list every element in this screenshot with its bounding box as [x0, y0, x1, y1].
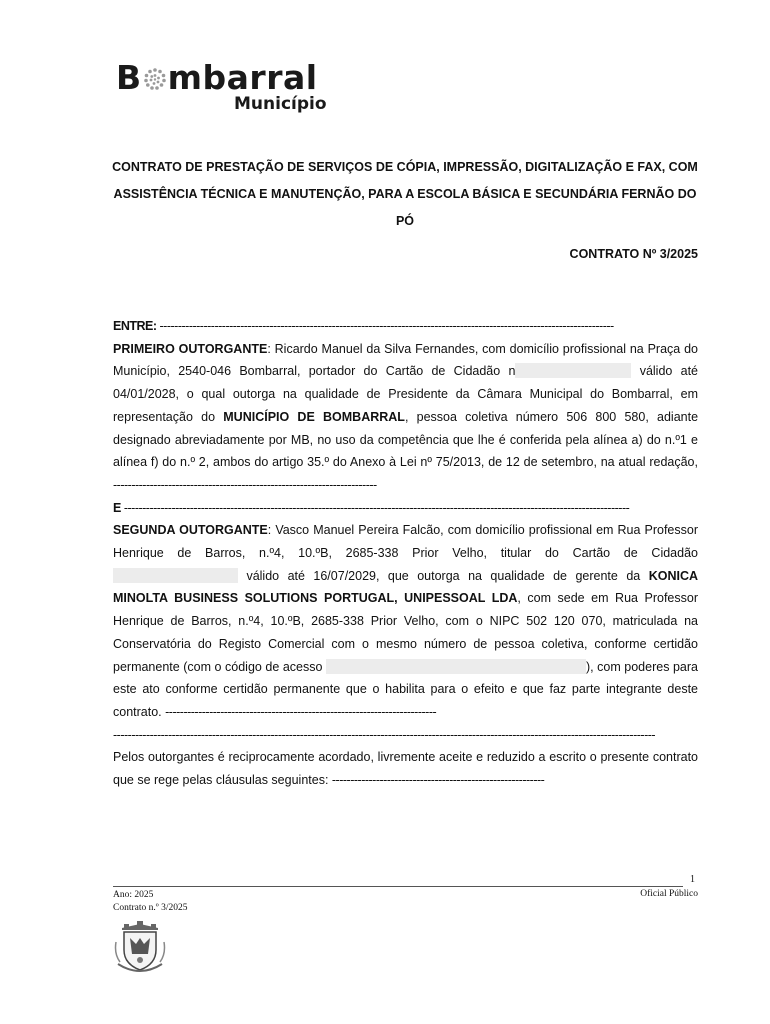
footer-divider: [113, 886, 683, 887]
logo-text-post: mbarral: [167, 58, 318, 97]
segundo-text-3: , com sede em Rua Professor Henrique de Barros, n.º4, 10.ºB, 2685-338 Prior Velho, com o NIPC 502 120 070, matriculada na Conservatória do Registo Comercial com o mesmo número de pessoa coletiva, conforme certidão permanente (com o código de acesso: [113, 591, 698, 674]
primeiro-outorgante-label: PRIMEIRO OUTORGANTE: [113, 341, 268, 356]
segundo-org-name: KONICA MINOLTA BUSINESS SOLUTIONS PORTUGAL, UNIPESSOAL LDA: [113, 568, 698, 606]
segundo-text-2: válido até 16/07/2029, que outorga na qualidade de gerente da: [238, 568, 649, 583]
entre-label: ENTRE:: [113, 319, 157, 333]
primeiro-outorgante-paragraph: [113, 338, 698, 497]
entre-dashes: ----------------------------------------------------------------------------------------------------------------------------: [159, 319, 614, 333]
contract-title: CONTRATO DE PRESTAÇÃO DE SERVIÇOS DE CÓPIA, IMPRESSÃO, DIGITALIZAÇÃO E FAX, COM ASSISTÊNCIA TÉCNICA E MANUTENÇÃO, PARA A ESCOLA BÁSICA E SECUNDÁRIA FERNÃO DO PÓ: [112, 160, 698, 228]
logo-wordmark: [116, 58, 318, 97]
redacted-block: [113, 568, 238, 583]
closing-text: Pelos outorgantes é reciprocamente acordado, livremente aceite e reduzido a escrito o presente contrato que se rege pelas cláusulas seguintes:: [113, 750, 698, 788]
municipio-logo: [116, 58, 336, 122]
redacted-block: [515, 363, 595, 378]
municipal-coat-of-arms-icon: [112, 920, 168, 976]
primeiro-dashes: ------------------------------------------------------------------------: [113, 477, 377, 492]
primeiro-text-1: : Ricardo Manuel da Silva Fernandes, com domicílio profissional na Praça do Município, 2540-046 Bombarral, portador do Cartão de Cidadão n: [113, 341, 698, 379]
segundo-text-4: ), com poderes para este ato conforme certidão permanente que o habilita para o efeito e que faz parte integrante deste contrato.: [113, 659, 698, 719]
footer-ano: Ano: 2025: [113, 890, 154, 900]
segundo-dashes: --------------------------------------------------------------------------: [165, 704, 437, 719]
redacted-block: [595, 363, 631, 378]
logo-o-dotted-icon: [143, 67, 167, 91]
primeiro-org-name: MUNICÍPIO DE BOMBARRAL: [223, 409, 405, 424]
segunda-outorgante-paragraph: [113, 519, 698, 723]
redacted-block: [326, 659, 514, 674]
contract-body: [113, 315, 698, 792]
e-line: [113, 497, 698, 520]
separator-dash-line: ----------------------------------------------------------------------------------------------------------------------------------------------------: [113, 727, 656, 742]
footer-left: [113, 889, 187, 915]
segundo-text-1: : Vasco Manuel Pereira Falcão, com domicílio profissional em Rua Professor Henrique de Barros, n.º4, 10.ºB, 2685-338 Prior Velho, titular do Cartão de Cidadão: [113, 523, 698, 560]
segunda-outorgante-label: SEGUNDA OUTORGANTE: [113, 523, 268, 538]
closing-paragraph: [113, 746, 698, 791]
footer-contrato: Contrato n.º 3/2025: [113, 903, 188, 913]
entre-line: [113, 315, 698, 338]
primeiro-text-2: válido até 04/01/2028, o qual outorga na qualidade de Presidente da Câmara Municipal do Bombarral, em representação do: [113, 364, 698, 424]
logo-subtitle: Município: [234, 94, 327, 114]
redacted-block: [514, 659, 586, 674]
e-label: E: [113, 500, 121, 515]
logo-text-pre: B: [116, 58, 142, 97]
footer-oficial-publico: Oficial Público: [640, 889, 698, 899]
closing-dashes: ----------------------------------------------------------: [331, 773, 545, 788]
primeiro-text-3: , pessoa coletiva número 506 800 580, adiante designado abreviadamente por MB, no uso da competência que lhe é conferida pela alínea a) do n.º1 e alínea f) do n.º 2, ambos do artigo 35.º do Anexo à Lei nº 75/2013, de 12 de setembro, na atual redação,: [113, 409, 699, 470]
contract-number: CONTRATO Nº 3/2025: [569, 247, 698, 261]
page-number: 1: [690, 874, 695, 885]
e-dashes: ------------------------------------------------------------------------------------------------------------------------------------------: [123, 500, 630, 515]
